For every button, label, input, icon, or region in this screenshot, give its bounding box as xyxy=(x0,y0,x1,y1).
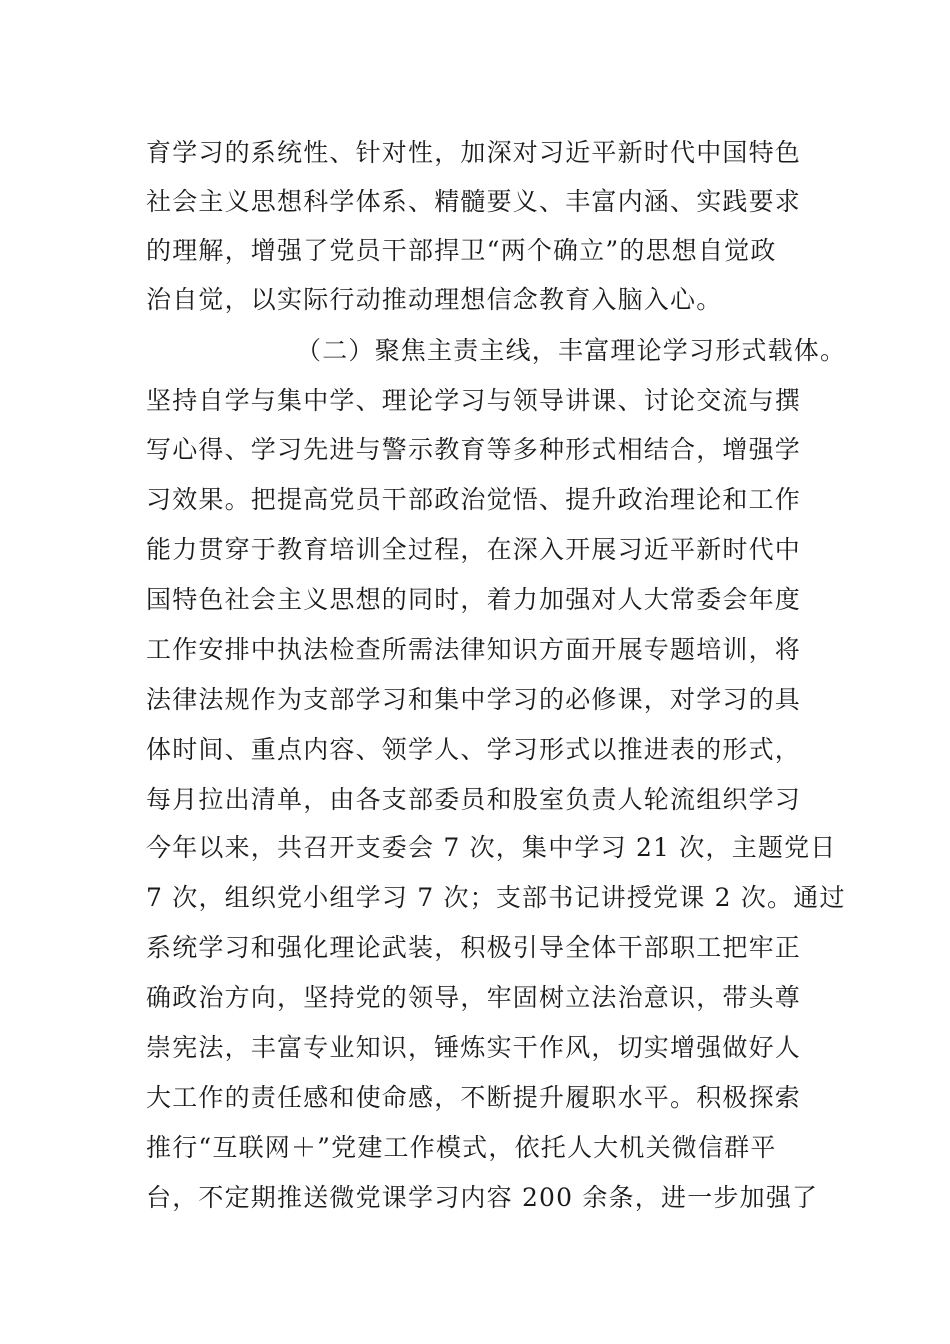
text-line: 体时间、重点内容、领学人、学习形式以推进表的形式， xyxy=(146,735,802,764)
text-line: 大工作的责任感和使命感，不断提升履职水平。积极探索 xyxy=(146,1083,802,1112)
text-line: 习效果。把提高党员干部政治觉悟、提升政治理论和工作 xyxy=(146,485,802,514)
text-line: 7 次，组织党小组学习 7 次；支部书记讲授党课 2 次。通过 xyxy=(146,883,846,912)
text-line: 写心得、学习先进与警示教育等多种形式相结合，增强学 xyxy=(146,435,802,464)
section-heading: （二）聚焦主责主线，丰富理论学习形式载体。 xyxy=(296,336,847,365)
text-line: 推行“互联网＋”党建工作模式，依托人大机关微信群平 xyxy=(146,1133,777,1162)
text-line: 工作安排中执法检查所需法律知识方面开展专题培训，将 xyxy=(146,635,802,664)
text-line: 系统学习和强化理论武装，积极引导全体干部职工把牢正 xyxy=(146,933,802,962)
text-line: 的理解，增强了党员干部捍卫“两个确立”的思想自觉政 xyxy=(146,236,777,265)
text-line: 台，不定期推送微党课学习内容 200 余条，进一步加强了 xyxy=(146,1183,819,1212)
text-line: 国特色社会主义思想的同时，着力加强对人大常委会年度 xyxy=(146,585,802,614)
text-line: 坚持自学与集中学、理论学习与领导讲课、讨论交流与撰 xyxy=(146,386,802,415)
text-line: 法律法规作为支部学习和集中学习的必修课，对学习的具 xyxy=(146,685,802,714)
text-line: 治自觉，以实际行动推动理想信念教育入脑入心。 xyxy=(146,285,723,314)
text-line: 今年以来，共召开支委会 7 次，集中学习 21 次，主题党日 xyxy=(146,833,837,862)
text-line: 社会主义思想科学体系、精髓要义、丰富内涵、实践要求 xyxy=(146,187,802,216)
text-line: 能力贯穿于教育培训全过程，在深入开展习近平新时代中 xyxy=(146,535,802,564)
text-line: 崇宪法，丰富专业知识，锤炼实干作风，切实增强做好人 xyxy=(146,1033,802,1062)
text-line: 育学习的系统性、针对性，加深对习近平新时代中国特色 xyxy=(146,138,802,167)
text-line: 确政治方向，坚持党的领导，牢固树立法治意识，带头尊 xyxy=(146,983,802,1012)
text-line: 每月拉出清单，由各支部委员和股室负责人轮流组织学习 xyxy=(146,785,802,814)
